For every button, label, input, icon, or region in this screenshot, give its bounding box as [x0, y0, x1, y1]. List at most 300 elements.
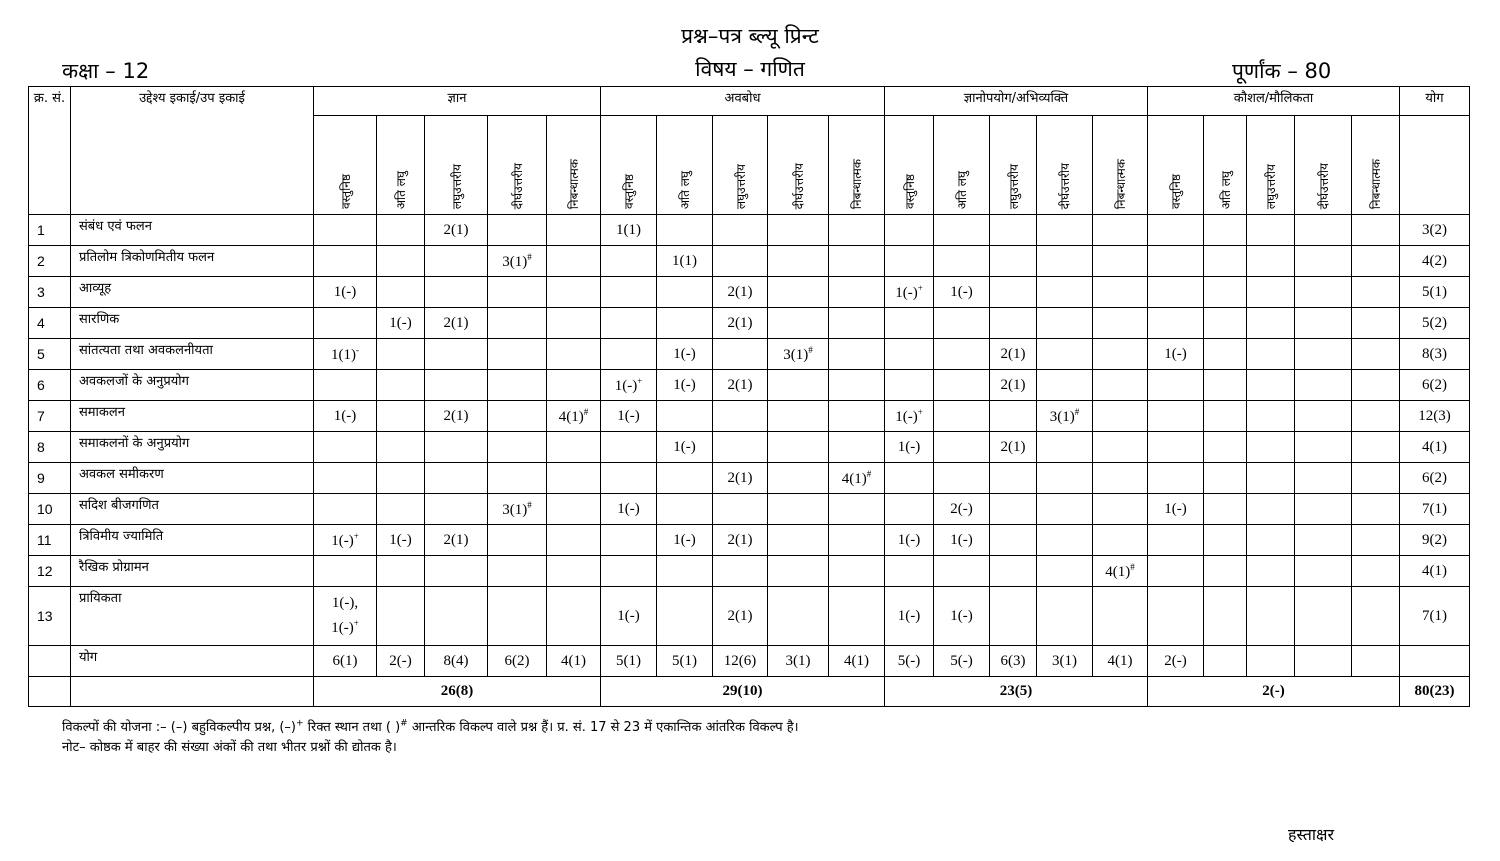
value-cell — [1352, 215, 1400, 246]
row-total-cell: 4(2) — [1400, 246, 1470, 277]
value-cell — [1247, 277, 1295, 308]
sum-cell: 6(3) — [990, 646, 1037, 677]
value-cell — [488, 370, 547, 401]
serial-cell: 2 — [29, 246, 71, 277]
value-cell — [377, 556, 425, 587]
value-cell — [768, 432, 829, 463]
value-cell — [1247, 401, 1295, 432]
value-cell — [314, 215, 377, 246]
value-cell — [547, 525, 601, 556]
sum-cell — [1295, 646, 1352, 677]
value-cell — [1295, 308, 1352, 339]
subhead-cell — [713, 116, 768, 215]
page-title: प्रश्न–पत्र ब्ल्यू प्रिन्ट — [681, 24, 819, 48]
value-cell: 2(1) — [425, 525, 488, 556]
serial-cell: 10 — [29, 494, 71, 525]
value-cell: 1(-) — [314, 401, 377, 432]
sum-row — [29, 646, 1470, 677]
sum-cell: 12(6) — [713, 646, 768, 677]
topic-header: उद्देश्य इकाई/उप इकाई — [71, 87, 314, 215]
value-cell — [1247, 587, 1295, 646]
subhead-label: लघुउत्तरीय — [449, 163, 464, 209]
value-cell — [547, 246, 601, 277]
value-cell: 4(1)# — [829, 463, 885, 494]
sum-cell: 4(1) — [547, 646, 601, 677]
value-cell — [1148, 370, 1204, 401]
value-cell — [1037, 556, 1093, 587]
value-cell — [314, 556, 377, 587]
value-cell — [1148, 401, 1204, 432]
value-cell: 1(-) — [885, 587, 934, 646]
value-cell: 2(1) — [713, 463, 768, 494]
value-cell — [1093, 339, 1148, 370]
value-cell — [657, 401, 713, 432]
value-cell: 3(1)# — [488, 494, 547, 525]
value-cell — [885, 339, 934, 370]
value-cell — [547, 556, 601, 587]
value-cell — [1247, 370, 1295, 401]
value-cell — [885, 308, 934, 339]
value-cell — [425, 556, 488, 587]
value-cell — [1352, 339, 1400, 370]
value-cell — [768, 215, 829, 246]
value-cell — [934, 246, 990, 277]
value-cell — [768, 587, 829, 646]
value-cell — [601, 308, 657, 339]
value-cell — [1204, 525, 1247, 556]
value-cell: 1(-) — [601, 587, 657, 646]
value-cell — [768, 370, 829, 401]
value-cell — [488, 463, 547, 494]
group-header-skill: कौशल/मौलिकता — [1148, 87, 1400, 116]
total-subhead-cell — [1400, 116, 1470, 215]
value-cell — [990, 401, 1037, 432]
value-cell — [1037, 339, 1093, 370]
subhead-label: दीर्घउत्तरीय — [791, 162, 806, 209]
subhead-label: दीर्घउत्तरीय — [1316, 162, 1331, 209]
value-cell — [990, 556, 1037, 587]
topic-cell: संबंध एवं फलन — [71, 215, 314, 246]
subhead-cell — [934, 116, 990, 215]
value-cell — [425, 277, 488, 308]
sum-cell: 5(1) — [601, 646, 657, 677]
row-total-cell: 3(2) — [1400, 215, 1470, 246]
value-cell — [1037, 494, 1093, 525]
topic-cell: अवकल समीकरण — [71, 463, 314, 494]
subhead-cell — [1037, 116, 1093, 215]
value-cell — [425, 494, 488, 525]
value-cell — [829, 494, 885, 525]
value-cell — [377, 370, 425, 401]
value-cell — [488, 525, 547, 556]
value-cell: 2(1) — [713, 525, 768, 556]
value-cell — [829, 370, 885, 401]
value-cell — [1093, 463, 1148, 494]
value-cell — [1204, 587, 1247, 646]
subhead-cell — [1247, 116, 1295, 215]
subhead-cell — [377, 116, 425, 215]
value-cell — [547, 494, 601, 525]
value-cell: 2(1) — [425, 308, 488, 339]
options-note: विकल्पों की योजना :– (–) बहुविकल्पीय प्रश्न, (–)+ रिक्त स्थान तथा ( )# आन्तरिक विकल्प वाले प्रश्न हैं। प्र. सं. 17 से 23 में एकान्तिक आंतरिक विकल्प है। — [62, 718, 799, 735]
value-cell — [1037, 370, 1093, 401]
topic-cell: अवकलजों के अनुप्रयोग — [71, 370, 314, 401]
subhead-cell — [425, 116, 488, 215]
value-cell — [601, 339, 657, 370]
value-cell — [1093, 246, 1148, 277]
value-cell — [547, 463, 601, 494]
value-cell — [990, 525, 1037, 556]
subhead-label: वस्तुनिष्ठ — [338, 173, 353, 209]
value-cell — [713, 215, 768, 246]
row-total-cell: 9(2) — [1400, 525, 1470, 556]
value-cell: 2(1) — [990, 339, 1037, 370]
topic-cell: प्रतिलोम त्रिकोणमितीय फलन — [71, 246, 314, 277]
value-cell — [1352, 246, 1400, 277]
value-cell: 1(-) — [934, 277, 990, 308]
value-cell — [1148, 277, 1204, 308]
serial-cell: 7 — [29, 401, 71, 432]
table-row — [29, 215, 1470, 246]
topic-cell: प्रायिकता — [71, 587, 314, 646]
row-total-cell: 5(2) — [1400, 308, 1470, 339]
table-row — [29, 525, 1470, 556]
sum-cell: 5(1) — [657, 646, 713, 677]
value-cell — [488, 277, 547, 308]
subhead-cell — [829, 116, 885, 215]
subhead-label: वस्तुनिष्ठ — [622, 173, 636, 209]
subhead-cell — [657, 116, 713, 215]
value-cell — [657, 277, 713, 308]
topic-cell: सारणिक — [71, 308, 314, 339]
value-cell — [1204, 308, 1247, 339]
value-cell — [488, 215, 547, 246]
value-cell — [1037, 432, 1093, 463]
value-cell — [547, 587, 601, 646]
value-cell — [547, 277, 601, 308]
serial-cell: 5 — [29, 339, 71, 370]
value-cell: 3(1)# — [488, 246, 547, 277]
value-cell — [1148, 525, 1204, 556]
total-header: योग — [1400, 87, 1470, 116]
grand-total-cell: 80(23) — [1400, 677, 1470, 707]
value-cell — [934, 215, 990, 246]
value-cell — [1352, 432, 1400, 463]
subhead-cell — [601, 116, 657, 215]
group-total-cell: 2(-) — [1148, 677, 1400, 707]
value-cell — [314, 432, 377, 463]
value-cell — [829, 215, 885, 246]
total-marks-label: पूर्णांक – 80 — [1232, 59, 1332, 83]
subhead-label: निबन्धात्मक — [850, 158, 864, 209]
value-cell — [1093, 587, 1148, 646]
value-cell — [768, 494, 829, 525]
value-cell — [713, 556, 768, 587]
topic-cell: सदिश बीजगणित — [71, 494, 314, 525]
value-cell — [1037, 463, 1093, 494]
sum-cell — [1352, 646, 1400, 677]
subhead-label: निबन्धात्मक — [1369, 158, 1383, 209]
value-cell — [1352, 525, 1400, 556]
value-cell — [1093, 277, 1148, 308]
value-cell: 1(-) — [885, 432, 934, 463]
value-cell — [1352, 401, 1400, 432]
value-cell — [377, 463, 425, 494]
value-cell: 1(-) — [934, 525, 990, 556]
value-cell — [1037, 525, 1093, 556]
value-cell: 1(1) — [601, 215, 657, 246]
subhead-label: लघुउत्तरीय — [1264, 163, 1278, 209]
subhead-label: दीर्घउत्तरीय — [1058, 162, 1072, 209]
subhead-cell — [1295, 116, 1352, 215]
table-row — [29, 587, 1470, 646]
value-cell: 1(-) — [934, 587, 990, 646]
value-cell: 1(-), 1(-)+ — [314, 587, 377, 646]
value-cell — [990, 494, 1037, 525]
group-total-cell: 23(5) — [885, 677, 1148, 707]
value-cell — [1037, 587, 1093, 646]
subhead-label: अति लघु — [1218, 170, 1233, 209]
subject-heading: विषय – गणित — [695, 57, 805, 81]
value-cell — [377, 215, 425, 246]
value-cell — [488, 308, 547, 339]
subhead-cell — [547, 116, 601, 215]
topic-cell: त्रिविमीय ज्यामिति — [71, 525, 314, 556]
value-cell — [768, 308, 829, 339]
value-cell — [885, 215, 934, 246]
value-cell — [657, 587, 713, 646]
value-cell — [1247, 463, 1295, 494]
value-cell — [425, 246, 488, 277]
value-cell — [601, 463, 657, 494]
value-cell — [1352, 370, 1400, 401]
value-cell — [713, 246, 768, 277]
value-cell — [425, 432, 488, 463]
value-cell — [1148, 463, 1204, 494]
value-cell — [1037, 277, 1093, 308]
value-cell — [488, 339, 547, 370]
value-cell — [768, 556, 829, 587]
value-cell — [829, 556, 885, 587]
serial-cell: 13 — [29, 587, 71, 646]
value-cell — [829, 432, 885, 463]
value-cell — [1295, 246, 1352, 277]
sum-cell: 3(1) — [1037, 646, 1093, 677]
row-total-cell: 5(1) — [1400, 277, 1470, 308]
value-cell — [934, 432, 990, 463]
value-cell — [990, 308, 1037, 339]
value-cell — [1352, 277, 1400, 308]
subhead-cell — [1093, 116, 1148, 215]
value-cell — [314, 494, 377, 525]
value-cell — [1148, 432, 1204, 463]
value-cell — [657, 308, 713, 339]
value-cell — [1148, 246, 1204, 277]
subhead-label: अति लघु — [678, 170, 692, 209]
value-cell — [425, 463, 488, 494]
subhead-label: लघुउत्तरीय — [1006, 163, 1021, 209]
row-total-cell: 12(3) — [1400, 401, 1470, 432]
value-cell: 1(-) — [1148, 494, 1204, 525]
subhead-label: वस्तुनिष्ठ — [1169, 173, 1183, 209]
value-cell — [425, 587, 488, 646]
subhead-cell — [1148, 116, 1204, 215]
sno-header: क्र. सं. — [29, 87, 71, 215]
value-cell: 2(1) — [990, 432, 1037, 463]
value-cell — [1247, 339, 1295, 370]
value-cell — [1204, 463, 1247, 494]
value-cell — [425, 339, 488, 370]
value-cell — [488, 587, 547, 646]
value-cell — [1247, 432, 1295, 463]
subhead-label: निबन्धात्मक — [567, 158, 581, 209]
sum-cell: 5(-) — [934, 646, 990, 677]
sum-cell — [1204, 646, 1247, 677]
value-cell — [885, 556, 934, 587]
value-cell — [1295, 339, 1352, 370]
value-cell — [768, 463, 829, 494]
value-cell: 1(-)+ — [314, 525, 377, 556]
group-total-cell: 29(10) — [601, 677, 885, 707]
value-cell: 1(-) — [314, 277, 377, 308]
value-cell — [1148, 215, 1204, 246]
row-total-cell: 6(2) — [1400, 370, 1470, 401]
value-cell — [1204, 494, 1247, 525]
value-cell — [1295, 277, 1352, 308]
value-cell — [713, 339, 768, 370]
table-row — [29, 463, 1470, 494]
value-cell — [990, 277, 1037, 308]
subhead-label: दीर्घउत्तरीय — [510, 162, 525, 209]
group-total-row — [29, 677, 1470, 707]
value-cell — [1204, 277, 1247, 308]
value-cell — [885, 246, 934, 277]
subhead-label: निबन्धात्मक — [1113, 158, 1128, 209]
topic-cell — [71, 677, 314, 707]
value-cell — [1352, 494, 1400, 525]
value-cell: 2(-) — [934, 494, 990, 525]
value-cell — [1295, 401, 1352, 432]
value-cell — [601, 525, 657, 556]
value-cell — [657, 494, 713, 525]
value-cell — [990, 215, 1037, 246]
value-cell — [314, 370, 377, 401]
value-cell: 1(-) — [657, 370, 713, 401]
value-cell: 1(1)- — [314, 339, 377, 370]
subhead-cell — [768, 116, 829, 215]
table-row — [29, 432, 1470, 463]
value-cell — [1295, 556, 1352, 587]
subhead-label: अति लघु — [955, 170, 969, 209]
value-cell — [934, 401, 990, 432]
value-cell — [314, 246, 377, 277]
row-total-cell: 4(1) — [1400, 432, 1470, 463]
value-cell — [1247, 215, 1295, 246]
value-cell: 1(-)+ — [601, 370, 657, 401]
sum-cell: 2(-) — [377, 646, 425, 677]
value-cell: 1(-) — [601, 401, 657, 432]
value-cell — [990, 587, 1037, 646]
value-cell — [934, 308, 990, 339]
value-cell — [885, 370, 934, 401]
subhead-cell — [314, 116, 377, 215]
value-cell — [425, 370, 488, 401]
value-cell — [885, 494, 934, 525]
value-cell — [1204, 401, 1247, 432]
topic-cell: सांतत्यता तथा अवकलनीयता — [71, 339, 314, 370]
row-total-cell: 6(2) — [1400, 463, 1470, 494]
serial-cell: 6 — [29, 370, 71, 401]
topic-cell: रैखिक प्रोग्रामन — [71, 556, 314, 587]
value-cell — [1204, 339, 1247, 370]
value-cell: 3(1)# — [1037, 401, 1093, 432]
value-cell — [657, 463, 713, 494]
value-cell — [1093, 308, 1148, 339]
subhead-label: लघुउत्तरीय — [733, 163, 748, 209]
subhead-label: वस्तुनिष्ठ — [902, 173, 917, 209]
value-cell: 2(1) — [713, 277, 768, 308]
value-cell — [377, 277, 425, 308]
value-cell — [1093, 401, 1148, 432]
value-cell: 2(1) — [713, 308, 768, 339]
value-cell — [601, 246, 657, 277]
value-cell — [1295, 587, 1352, 646]
value-cell: 2(1) — [425, 401, 488, 432]
sum-total-cell — [1400, 646, 1470, 677]
group-header-understanding: अवबोध — [601, 87, 885, 116]
value-cell: 1(-) — [657, 432, 713, 463]
value-cell — [829, 401, 885, 432]
value-cell — [601, 556, 657, 587]
value-cell — [1204, 556, 1247, 587]
value-cell — [829, 277, 885, 308]
serial-cell: 4 — [29, 308, 71, 339]
value-cell — [829, 339, 885, 370]
value-cell — [1247, 494, 1295, 525]
value-cell — [1295, 494, 1352, 525]
value-cell — [829, 246, 885, 277]
value-cell — [547, 308, 601, 339]
value-cell: 1(-) — [885, 525, 934, 556]
value-cell — [1093, 525, 1148, 556]
serial-cell — [29, 677, 71, 707]
value-cell — [1037, 215, 1093, 246]
value-cell — [1247, 525, 1295, 556]
sum-cell: 2(-) — [1148, 646, 1204, 677]
row-total-cell: 7(1) — [1400, 587, 1470, 646]
value-cell — [547, 215, 601, 246]
value-cell — [1295, 525, 1352, 556]
sum-cell: 3(1) — [768, 646, 829, 677]
table-row — [29, 401, 1470, 432]
topic-cell: समाकलनों के अनुप्रयोग — [71, 432, 314, 463]
value-cell: 2(1) — [713, 370, 768, 401]
table-row — [29, 277, 1470, 308]
value-cell — [990, 463, 1037, 494]
value-cell — [1204, 215, 1247, 246]
value-cell: 1(-) — [377, 525, 425, 556]
subhead-cell — [488, 116, 547, 215]
value-cell — [934, 556, 990, 587]
value-cell — [768, 277, 829, 308]
value-cell — [713, 494, 768, 525]
value-cell — [1148, 308, 1204, 339]
table-row — [29, 246, 1470, 277]
value-cell — [314, 308, 377, 339]
value-cell: 4(1)# — [1093, 556, 1148, 587]
value-cell — [1247, 246, 1295, 277]
row-total-cell: 4(1) — [1400, 556, 1470, 587]
